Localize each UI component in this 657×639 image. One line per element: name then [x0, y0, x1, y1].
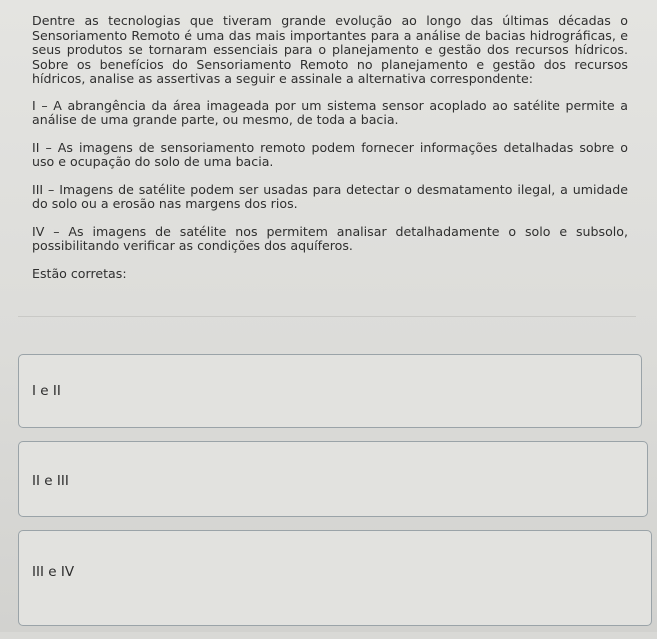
divider [18, 316, 636, 317]
question-intro: Dentre as tecnologias que tiveram grande evolução ao longo das últimas décadas o Sensoriamento Remoto é uma das mais importantes para a análise de bacias hidrográficas, e seus produtos se tornaram essenciais para o planejamento e gestão dos recursos hídricos. Sobre os benefícios do Sensoriamento Remoto no planejamento e gestão dos recursos hídricos, analise as assertivas a seguir e assinale a alternativa correspondente: [32, 13, 628, 86]
question-text [32, 14, 628, 294]
option-c[interactable] [18, 530, 652, 626]
statement-4: IV – As imagens de satélite nos permitem analisar detalhadamente o solo e subsolo, possibilitando verificar as condições dos aquíferos. [32, 223, 628, 253]
statement-1: I – A abrangência da área imageada por um sistema sensor acoplado ao satélite permite a análise de uma grande parte, ou mesmo, de toda a bacia. [32, 97, 628, 127]
answer-options [18, 354, 642, 639]
question-prompt: Estão corretas: [32, 265, 127, 281]
option-label: I e II [32, 383, 61, 399]
option-a[interactable] [18, 354, 642, 428]
option-b[interactable] [18, 441, 648, 517]
statement-2: II – As imagens de sensoriamento remoto podem fornecer informações detalhadas sobre o uso e ocupação do solo de uma bacia. [32, 139, 628, 169]
option-label: II e III [32, 473, 69, 489]
statement-3: III – Imagens de satélite podem ser usadas para detectar o desmatamento ilegal, a umidade do solo ou a erosão nas margens dos rios. [32, 181, 628, 211]
option-label: III e IV [32, 564, 75, 580]
